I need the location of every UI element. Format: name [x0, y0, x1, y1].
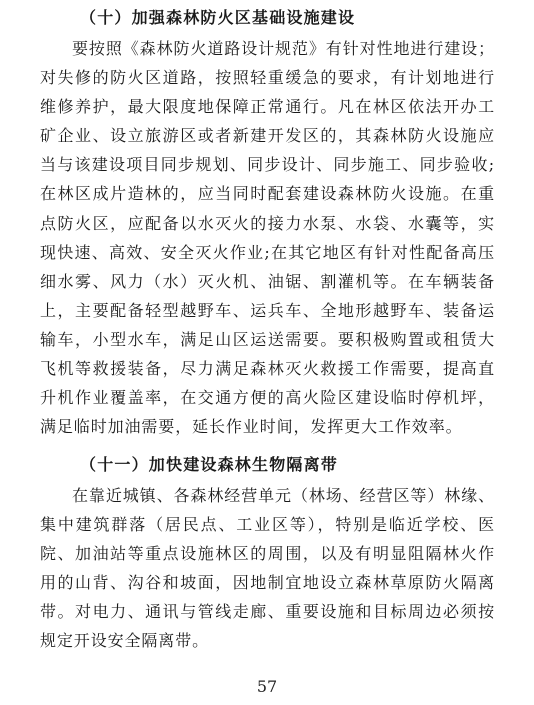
section-heading-11: （十一）加快建设森林生物隔离带 — [80, 455, 339, 474]
section-heading-10: （十）加强森林防火区基础设施建设 — [80, 8, 356, 27]
section-body-11: 在靠近城镇、各森林经营单元（林场、经营区等）林缘、集中建筑群落（居民点、工业区等），特别是临近学校、医院、加油站等重点设施林区的周围，以及有明显阻隔林火作用的山背、沟谷和坡面，因地制宜地设立森林草原防火隔离带。对电力、通讯与管线走廊、重要设施和目标周边必须按规定开设安全隔离带。 — [40, 486, 495, 651]
page-number: 57 — [256, 677, 278, 696]
section-body-10: 要按照《森林防火道路设计规范》有针对性地进行建设；对失修的防火区道路，按照轻重缓急的要求，有计划地进行维修养护，最大限度地保障正常通行。凡在林区依法开办工矿企业、设立旅游区或者新建开发区的，其森林防火设施应当与该建设项目同步规划、同步设计、同步施工、同步验收;在林区成片造林的，应当同时配套建设森林防火设施。在重点防火区，应配备以水灭火的接力水泵、水袋、水囊等，实现快速、高效、安全灭火作业;在其它地区有针对性配备高压细水雾、风力（水）灭火机、油锯、割灌机等。在车辆装备上，主要配备轻型越野车、运兵车、全地形越野车、装备运输车，小型水车，满足山区运送需要。要积极购置或租赁大飞机等救援装备，尽力满足森林灭火救援工作需要，提高直升机作业覆盖率，在交通方便的高火险区建设临时停机坪，满足临时加油需要，延长作业时间，发挥更大工作效率。 — [40, 39, 495, 437]
